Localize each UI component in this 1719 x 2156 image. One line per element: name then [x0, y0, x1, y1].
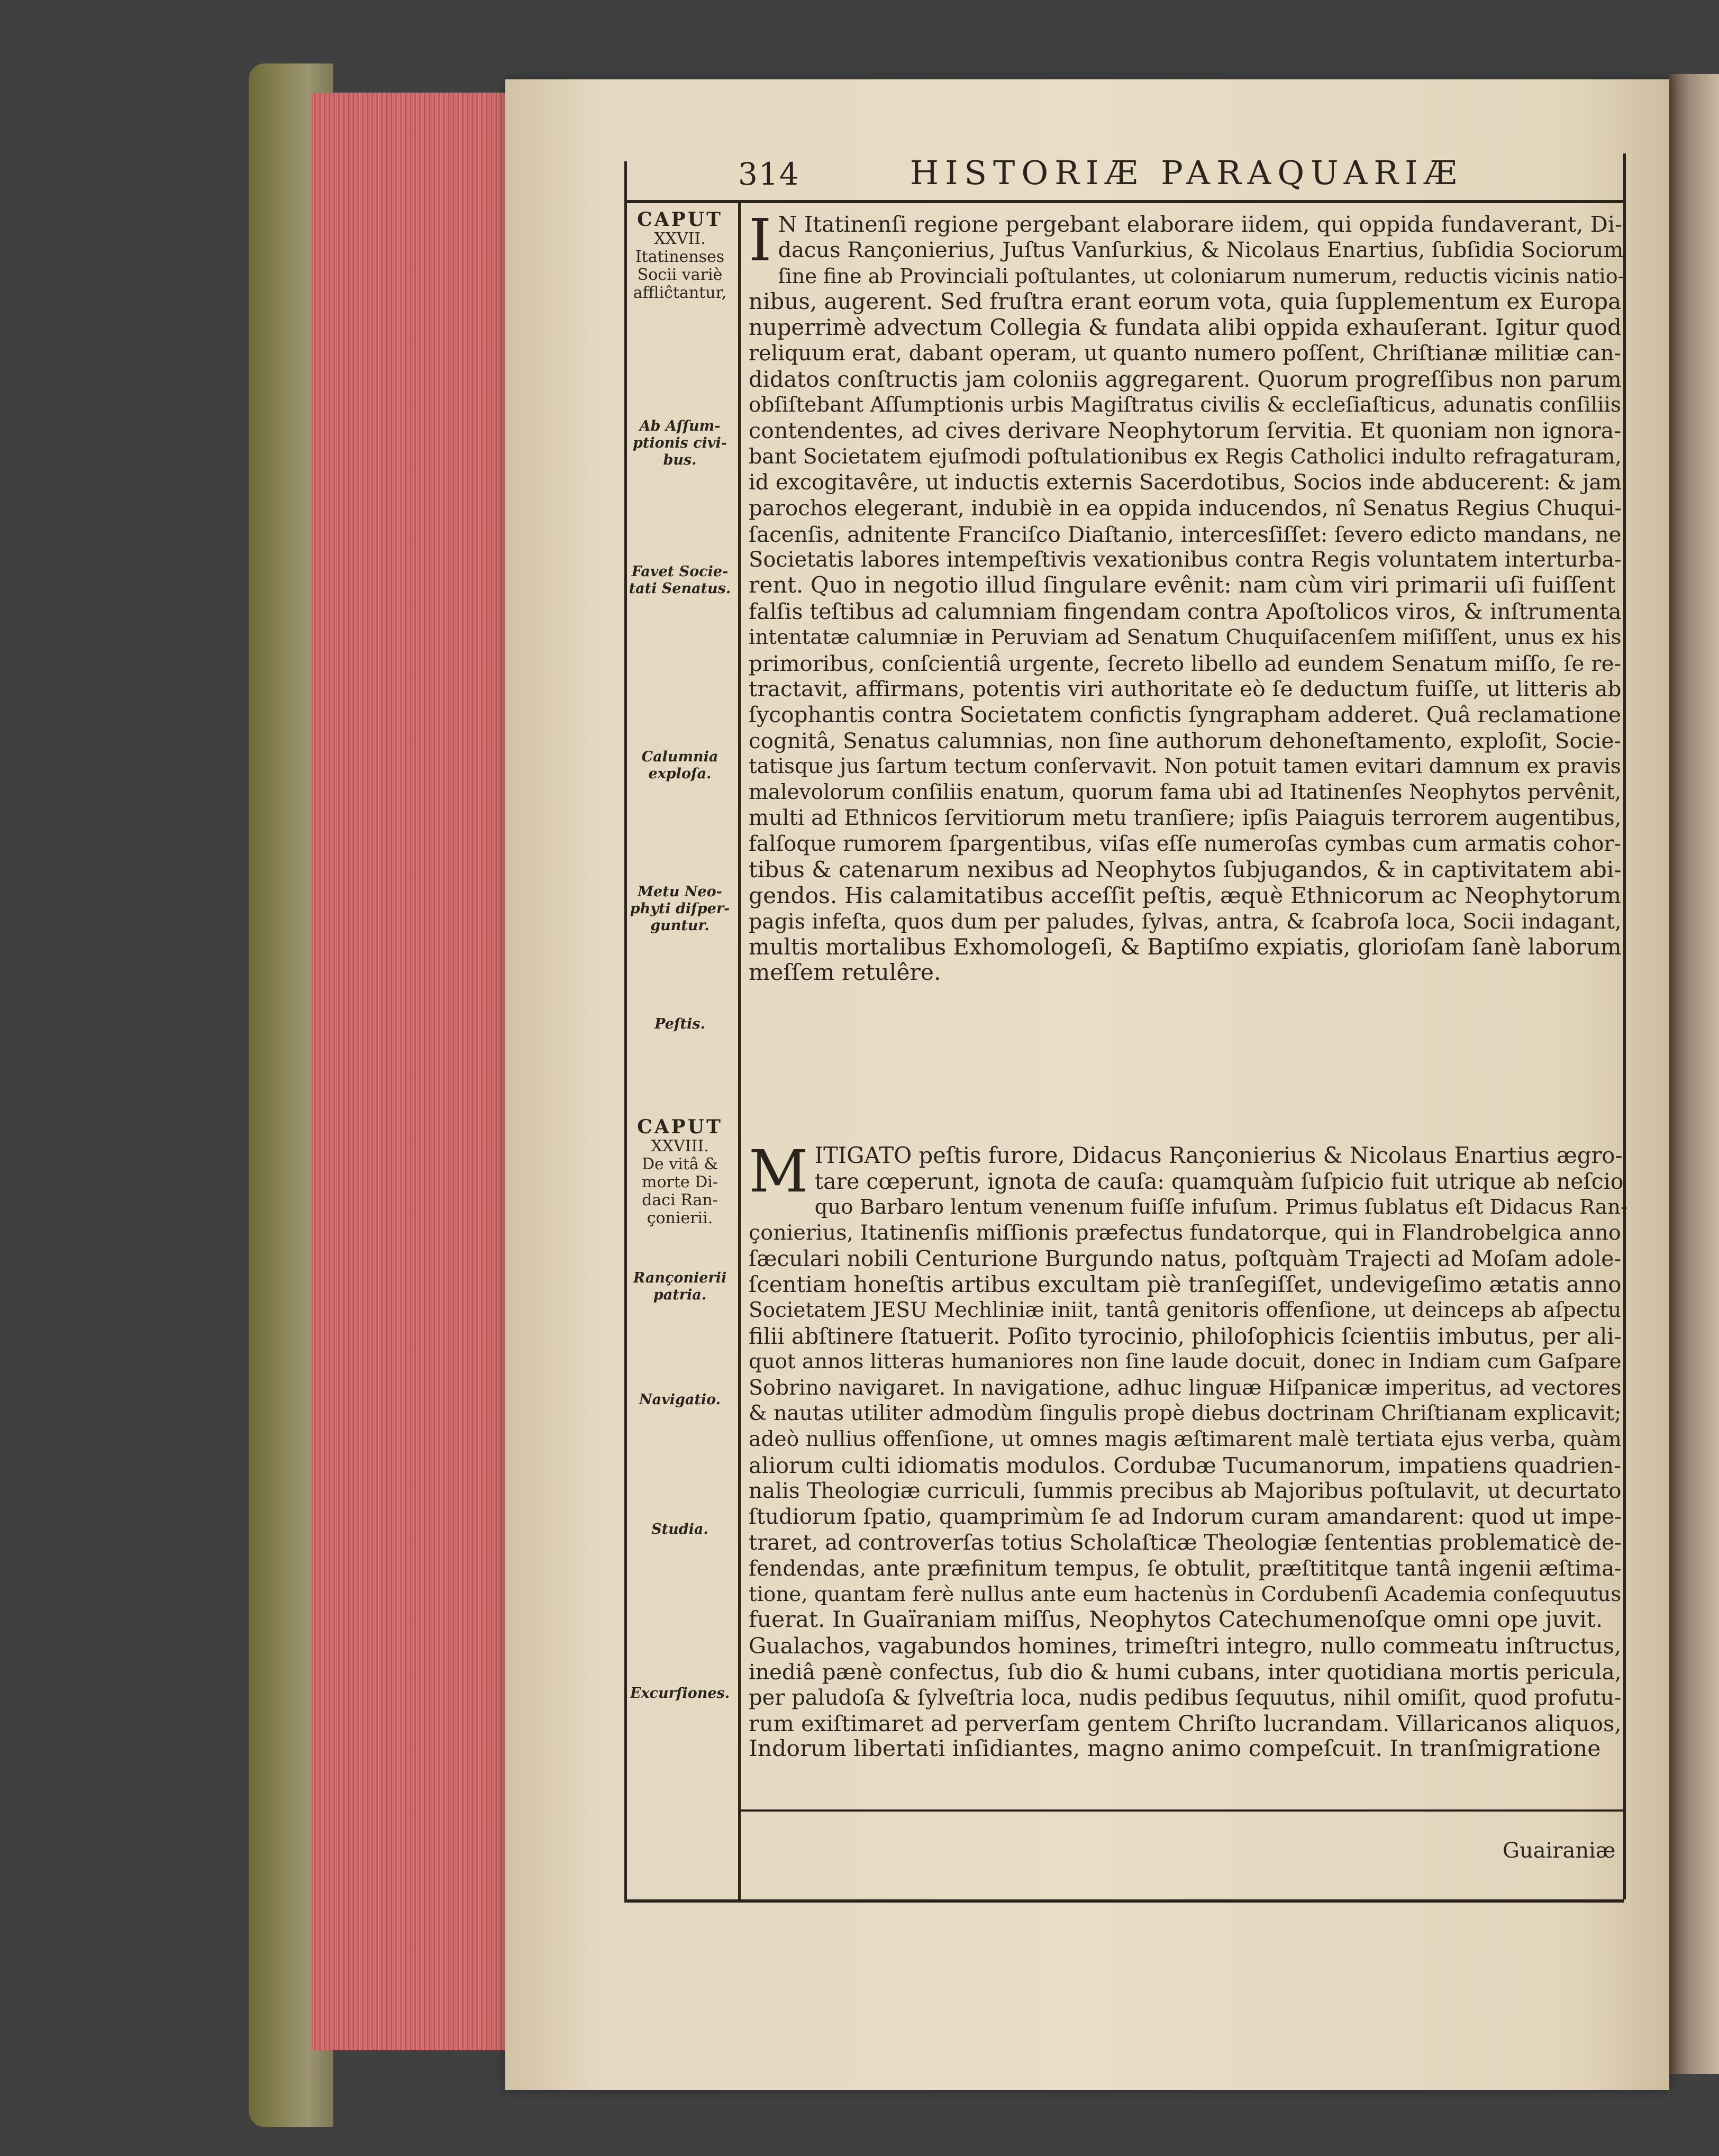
caput-desc-line: Itatinenses [635, 248, 725, 266]
text-line: rent. Quo in negotio illud ſingulare evênit: nam cùm viri primarii uſi fuiſſent [749, 572, 1616, 599]
text-line: tractavit, affirmans, potentis viri authoritate eò ſe deductum fuiſſe, ut litteris ab [749, 676, 1622, 702]
drop-cap: M [749, 1138, 808, 1205]
text-line: nuperrimè advectum Collegia & fundata alibi oppida exhauſerant. Igitur quod [749, 314, 1622, 341]
margin-caput-28 [627, 1116, 733, 1227]
caput-heading: CAPUT [637, 208, 723, 231]
page-rule-right [1623, 153, 1626, 1899]
text-line: tione, quantam ferè nullus ante eum hactenùs in Cordubenſi Academia conſequutus [749, 1582, 1622, 1606]
note-line: Navigatio. [639, 1391, 721, 1408]
text-line: N Itatinenſi regione pergebant elaborare iidem, qui oppida fundaverant, Di- [778, 212, 1623, 237]
text-line: tibus & catenarum nexibus ad Neophytos ſubjugandos, & in captivitatem abi- [749, 856, 1622, 883]
text-line: Societatem JESU Mechliniæ iniit, tantâ genitoris offenſione, ut deinceps ab aſpectu [749, 1298, 1622, 1322]
text-line: dacus Rançonierius, Juſtus Vanſurkius, & Nicolaus Enartius, ſubſidia Sociorum [778, 238, 1624, 262]
margin-note-studia [627, 1521, 733, 1538]
text-line: filii abſtinere ſtatuerit. Poſito tyrocinio, philoſophicis ſcientiis imbutus, per ali- [749, 1323, 1622, 1349]
text-line: Sobrino navigaret. In navigatione, adhuc linguæ Hiſpanicæ imperitus, ad vectores [749, 1376, 1622, 1400]
caput-desc-line: affliĉtantur, [633, 284, 727, 302]
text-line: per paludoſa & ſylveſtria loca, nudis pedibus ſequutus, nihil omiſit, quod profutu- [749, 1685, 1622, 1710]
drop-cap: I [749, 206, 772, 274]
margin-note-assumptionis [627, 418, 733, 469]
red-page-edges [312, 93, 508, 2050]
text-line: parochos elegerant, indubiè in ea oppida inducendos, nî Senatus Regius Chuqui- [749, 496, 1622, 521]
text-line: fendendas, ante præfinitum tempus, ſe obtulit, præſtititque tantâ ingenii æſtima- [749, 1556, 1622, 1581]
text-line: Gualachos, vagabundos homines, trimeſtri integro, nullo commeatu inſtructus, [749, 1633, 1622, 1659]
caput-heading: CAPUT [637, 1116, 723, 1138]
text-line: rum exiſtimaret ad perverſam gentem Chriſto lucrandam. Villaricanos aliquos, [749, 1710, 1622, 1736]
text-line: contendentes, ad cives derivare Neophytorum ſervitia. Et quoniam non ignora- [749, 418, 1622, 444]
text-line: Indorum libertati inſidiantes, magno animo compeſcuit. In tranſmigratione [749, 1736, 1601, 1762]
text-line: multi ad Ethnicos ſervitiorum metu tranſiere; ipſis Paiaguis terrorem augentibus, [749, 806, 1622, 831]
caput-desc-line: De vitâ & [641, 1155, 718, 1173]
note-line: bus. [663, 452, 697, 468]
text-line: quo Barbaro lentum venenum fuiſſe infuſum. Primus ſublatus eſt Didacus Ran- [814, 1195, 1627, 1219]
text-line: gendos. His calamitatibus acceſſit peſtis, æquè Ethnicorum ac Neophytorum [749, 882, 1622, 908]
text-line: obſiſtebant Aſſumptionis urbis Magiſtratus civilis & eccleſiaſticus, adunatis conſiliis [749, 393, 1621, 417]
note-line: Favet Socie- [631, 563, 729, 580]
page-number: 314 [738, 156, 800, 192]
text-line: aliorum culti idiomatis modulos. Cordubæ Tucumanorum, impatiens quadrien- [749, 1452, 1621, 1478]
text-line: pagis infeſta, quos dum per paludes, ſylvas, antra, & ſcabroſa loca, Socii indagant, [749, 909, 1622, 934]
text-line: reliquum erat, dabant operam, ut quanto numero poſſent, Chriſtianæ militiæ can- [749, 341, 1621, 366]
note-line: Ab Aſſum- [639, 418, 721, 434]
footer-rule-bottom [624, 1899, 1624, 1903]
note-line: Studia. [651, 1521, 708, 1538]
text-line: ITIGATO peſtis furore, Didacus Rançonierius & Nicolaus Enartius ægro- [814, 1142, 1623, 1168]
text-line: multis mortalibus Exhomologeſi, & Baptiſmo expiatis, glorioſam ſanè laborum [749, 934, 1622, 960]
text-line: adeò nullius offenſione, ut omnes magis æſtimarent malè tertiata ejus verba, quàm [749, 1427, 1622, 1451]
margin-caput-27 [627, 209, 733, 302]
text-line: meſſem retulêre. [749, 960, 941, 986]
running-title: HISTORIÆ PARAQUARIÆ [910, 153, 1463, 192]
text-line: ſæculari nobili Centurione Burgundo natus, poſtquàm Trajecti ad Moſam adole- [749, 1246, 1622, 1272]
caput-desc-line: daci Ran- [642, 1191, 718, 1209]
note-line: Rançonierii [633, 1270, 727, 1286]
note-line: guntur. [650, 917, 710, 934]
note-line: Calumnia [641, 749, 718, 765]
caput-desc-line: morte Di- [642, 1173, 718, 1191]
text-line: Societatis labores intempeſtivis vexationibus contra Regis voluntatem interturba- [749, 548, 1622, 572]
text-line: nibus, augerent. Sed fruſtra erant eorum vota, quia ſupplementum ex Europa [749, 288, 1622, 315]
text-line: fuerat. In Guaïraniam miſſus, Neophytos Catechumenoſque omni ope juvit. [749, 1607, 1603, 1633]
margin-note-excursiones [627, 1685, 733, 1702]
note-line: phyti diſper- [630, 900, 730, 917]
caput-number: XXVII. [654, 230, 706, 248]
text-line: cognitâ, Senatus calumnias, non ſine authorum dehoneſtamento, exploſit, Socie- [749, 727, 1621, 753]
text-line: tatisque jus ſartum tectum conſervavit. Non potuit tamen evitari damnum ex pravis [749, 754, 1621, 778]
facing-page-edge [1669, 74, 1719, 2074]
paragraph-1 [749, 206, 1625, 986]
text-line: falſoque rumorem ſpargentibus, viſas eſſe numeroſas cymbas cum armatis cohor- [749, 832, 1622, 857]
margin-note-patria [627, 1270, 733, 1304]
text-line: primoribus, conſcientiâ urgente, ſecreto libello ad eundem Senatum miſſo, ſe re- [749, 650, 1622, 676]
note-line: Peſtis. [654, 1016, 705, 1032]
text-line: ſycophantis contra Societatem confictis ſyngrapham adderet. Quâ reclamatione [749, 702, 1622, 728]
text-line: ſine fine ab Provinciali poſtulantes, ut coloniarum numerum, reductis vicinis natio- [778, 264, 1625, 288]
text-line: & nautas utiliter admodùm ſingulis propè diebus doctrinam Chriſtianam explicavit; [749, 1401, 1622, 1425]
margin-note-navigatio [627, 1391, 733, 1408]
text-line: intentatæ calumniæ in Peruviam ad Senatum Chuquiſacenſem miſiſſent, unus ex his [749, 625, 1622, 649]
text-line: ſtudiorum ſpatio, quamprimùm ſe ad Indorum curam amandarent: quod ut impe- [749, 1504, 1622, 1530]
text-line: quot annos litteras humaniores non ſine laude docuit, donec in Indiam cum Gaſpare [749, 1350, 1622, 1374]
paragraph-2 [749, 1138, 1627, 1762]
caput-desc-line: Socii variè [637, 266, 723, 284]
note-line: ptionis civi- [633, 435, 727, 451]
margin-note-calumnia [627, 749, 733, 783]
margin-note-metu [627, 884, 733, 934]
text-line: traret, ad controverſas totius Scholaſticæ Theologiæ ſententias problematicè de- [749, 1530, 1622, 1555]
note-line: exploſa. [648, 766, 712, 782]
footer-rule [741, 1809, 1624, 1812]
header-rule [624, 200, 1624, 203]
margin-rule-right [738, 200, 741, 1901]
margin-note-favet [627, 563, 733, 597]
caput-number: XXVIII. [651, 1137, 709, 1156]
text-line: didatos conſtructis jam coloniis aggregarent. Quorum progreſſibus non parum [749, 366, 1622, 392]
margin-note-pestis [627, 1016, 733, 1033]
text-line: çonierius, Itatinenſis miſſionis præfectus fundatorque, qui in Flandrobelgica anno [749, 1221, 1621, 1245]
catchword: Guairaniæ [1503, 1839, 1616, 1863]
text-line: tare cœperunt, ignota de cauſa: quamquàm ſuſpicio fuit utrique ab neſcio [814, 1168, 1624, 1194]
text-line: bant Societatem ejuſmodi poſtulationibus ex Regis Catholici indulto refragaturam, [749, 444, 1622, 469]
text-line: ſacenſis, adnitente Franciſco Diaſtanio, intercesſiſſet: ſevero edicto mandans, ne [749, 521, 1622, 547]
text-line: ſcentiam honeſtis artibus excultam piè tranſegiſſet, undevigeſimo ætatis anno [749, 1271, 1622, 1297]
note-line: tati Senatus. [629, 580, 731, 597]
caput-desc-line: çonierii. [647, 1209, 713, 1227]
text-line: id excogitavêre, ut inductis externis Sacerdotibus, Socios inde abducerent: & jam [749, 470, 1622, 495]
text-line: nalis Theologiæ curriculi, ſummis precibus ab Majoribus poſtulavit, ut decurtato [749, 1478, 1622, 1504]
note-line: Metu Neo- [638, 884, 722, 900]
note-line: patria. [653, 1287, 707, 1303]
text-line: falſis teſtibus ad calumniam fingendam contra Apoſtolicos viros, & inſtrumenta [749, 598, 1622, 624]
text-line: inediâ pænè confectus, ſub dio & humi cubans, inter quotidiana mortis pericula, [749, 1659, 1622, 1685]
note-line: Excurſiones. [630, 1685, 730, 1702]
text-line: malevolorum conſiliis enatum, quorum fama ubi ad Itatinenſes Neophytos pervênit, [749, 780, 1622, 804]
